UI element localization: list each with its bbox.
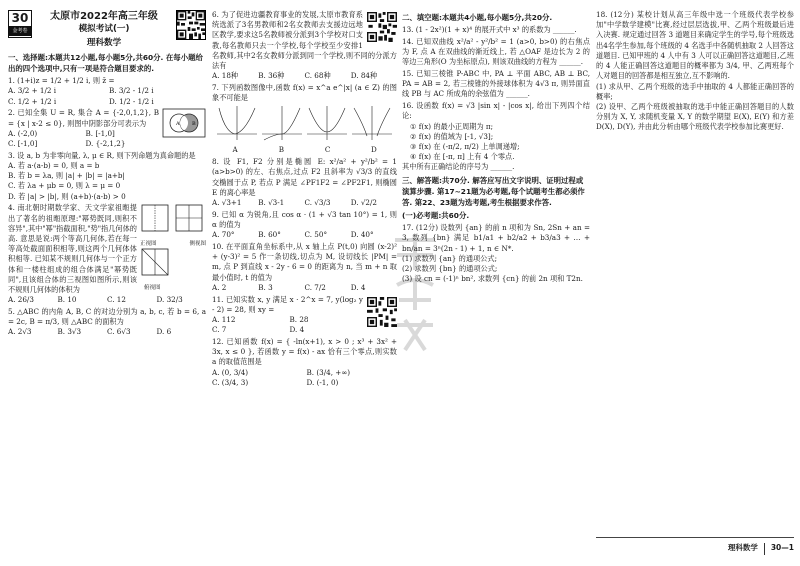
q12-option-a: A. (0, 3/4) xyxy=(212,367,249,377)
q10-option-c: C. 7/2 xyxy=(304,282,326,292)
q18-part-1: (1) 求从甲、乙两个班级的选手中抽取的 4 人都能正确回答的概率; xyxy=(596,81,794,101)
question-9-stem: 9. 已知 α 为锐角,且 cos α · (1 + √3 tan 10°) = 1, 则 α 的值为 xyxy=(212,209,397,229)
qr-code-icon[interactable] xyxy=(176,10,206,40)
question-5 xyxy=(8,307,206,338)
q9-option-d: D. 40° xyxy=(350,230,374,240)
q1-option-b: B. 3/2 - 1/2 i xyxy=(109,86,154,96)
q8-option-d: D. √2/2 xyxy=(350,198,377,208)
q5-option-b: B. 3√3 xyxy=(57,327,82,337)
q8-option-b: B. √3-1 xyxy=(258,198,285,208)
question-2 xyxy=(8,108,206,149)
question-6-stem: 6. 为了促进边疆教育事业的发展,太原市教育系统选派了3名男教师和2名女教师去支援边远地区教学,要求这5名教师被分派到3个学校对口支教,每名教师只去一个学校,每个学校至少安排1名教师,其中2名女教师分派到同一个学校,则不同的分派方法有 xyxy=(212,10,397,71)
q16-item-4: ④ f(x) 在 [-π, π] 上有 4 个零点. xyxy=(410,152,515,162)
q11-option-c: C. 7 xyxy=(212,325,227,335)
q10-option-a: A. 2 xyxy=(212,282,227,292)
question-10-stem: 10. 在平面直角坐标系中,从 x 轴上点 P(t,0) 向圆 (x-2)² + (y-3)² = 5 作一条切线,切点为 M, 设切线长 |PM| = m, 点 P 到直线 x - 2y - 6 = 0 的距离为 n, 当 m + n 取最小值时, t 的值为 xyxy=(212,241,397,282)
question-16-stem: 16. 设函数 f(x) = √3 |sin x| - |cos x|, 给出下列四个结论: xyxy=(402,101,590,121)
q7-option-d: D xyxy=(370,145,377,155)
q5-option-a: A. 2√3 xyxy=(8,327,32,337)
question-4 xyxy=(8,203,206,305)
q9-option-b: B. 60° xyxy=(258,230,281,240)
q17-part-2: (2) 求数列 {bn} 的通项公式; xyxy=(402,263,498,273)
question-4-stem: 4. 南北朝时期数学家、天文学家祖暅提出了著名的祖暅原理:"幂势既同,则积不容异",其中"幂"指截面积,"势"指几何体的高. 意思是说:两个等高几何体,若在每一等高处截面面积相等,则这两个几何体体积相等. 已知某不规则几何体与一个正方体和一楼柱组成的组合体满足"幂势既同",且该组合体的三视图如图所示,则该不规则几何体的体积为 xyxy=(8,203,137,295)
q12-option-c: C. (3/4, 3) xyxy=(212,377,249,387)
column-4 xyxy=(596,10,794,530)
page-footer xyxy=(596,537,794,559)
q2-option-a: A. (-2,0) xyxy=(8,128,38,138)
question-15: 15. 已知三棱锥 P-ABC 中, PA ⊥ 平面 ABC, AB ⊥ BC, PA = AB = 2, 若三棱锥的外接球体积为 4√3 π, 则异面直线 PB 与 AC 所成角的余弦值为 ______. xyxy=(402,68,590,99)
question-11 xyxy=(212,295,397,336)
q1-option-c: C. 1/2 + 1/2 i xyxy=(8,96,57,106)
q5-option-c: C. 6√3 xyxy=(107,327,131,337)
q1-option-d: D. 1/2 - 1/2 i xyxy=(109,96,154,106)
question-1-stem: 1. (1+i)z = 1/2 + 1/2 i, 则 z̄ = xyxy=(8,76,115,86)
q6-option-b: B. 36种 xyxy=(258,71,285,81)
badge-sub: 金考卷 xyxy=(9,26,31,36)
question-1 xyxy=(8,76,206,107)
q3-option-c: C. 若 λa + μb = 0, 则 λ = μ = 0 xyxy=(8,181,121,191)
q9-option-c: C. 50° xyxy=(304,230,328,240)
column-1 xyxy=(8,10,206,558)
svg-text:A: A xyxy=(176,121,180,128)
q17-part-1: (1) 求数列 {an} 的通项公式; xyxy=(402,253,498,263)
q8-option-a: A. √3+1 xyxy=(212,198,242,208)
section-3-heading: 三、解答题:共70分. 解答应写出文字说明、证明过程或演算步骤. 第17~21题为必考题,每个试题考生都必须作答. 第22、23题为选考题,考生根据要求作答. xyxy=(402,175,585,207)
q10-option-b: B. 3 xyxy=(258,282,273,292)
q6-option-a: A. 18种 xyxy=(212,71,239,81)
q3-option-d: D. 若 |a| > |b|, 则 (a+b)·(a-b) > 0 xyxy=(8,191,126,201)
question-8-stem: 8. 设 F1, F2 分别是椭圆 E: x²/a² + y²/b² = 1 (a>b>0) 的左、右焦点,过点 F2 且斜率为 √3/3 的直线交椭圆于点 P, 若点 P 满足 ∠PF1F2 = ∠PF2F1, 则椭圆 E 的离心率是 xyxy=(212,157,397,197)
q2-option-b: B. [-1,0] xyxy=(85,128,115,138)
q3-option-b: B. 若 b = λa, 则 |a| + |b| = |a+b| xyxy=(8,171,125,181)
badge-number: 30 xyxy=(11,11,29,25)
section-2-heading: 二、填空题:本题共4小题,每小题5分,共20分. xyxy=(402,13,553,22)
question-16 xyxy=(402,101,590,173)
question-11-stem: 11. 已知实数 x, y 满足 x · 2^x = 7, y(log₂ y - 2) = 28, 则 xy = xyxy=(212,294,363,314)
q17-part-3: (3) 设 cn = (-1)ⁿ bn², 求数列 {cn} 的前 2n 项和 T2n. xyxy=(402,274,583,284)
question-2-stem: 2. 已知全集 U = R, 集合 A = {-2,0,1,2}, B = {x | x-2 ≤ 0}, 则图中阴影部分可表示为 xyxy=(8,108,159,128)
q5-option-d: D. 6 xyxy=(156,327,172,337)
function-graphs-icon xyxy=(215,104,395,144)
footer-subject: 理科数学 xyxy=(727,543,758,553)
q2-option-d: D. {-2,1,2} xyxy=(85,139,126,149)
exam-header xyxy=(8,10,206,49)
question-10 xyxy=(212,242,397,293)
q6-option-d: D. 84种 xyxy=(350,71,378,81)
section-1-heading: 一、选择题:本题共12小题,每小题5分,共60分. 在每小题给出的四个选项中,只有一项是符合题目要求的. xyxy=(8,53,203,74)
q11-option-d: D. 4 xyxy=(289,325,305,335)
q3-option-a: A. 若 a·(a-b) = 0, 则 a = b xyxy=(8,160,100,170)
q7-option-b: B xyxy=(278,145,285,155)
q7-option-c: C xyxy=(324,145,331,155)
q16-item-1: ① f(x) 的最小正周期为 π; xyxy=(410,121,494,131)
q12-option-b: B. (3/4, +∞) xyxy=(306,367,351,377)
q16-tail: 其中所有正确结论的序号为 ______. xyxy=(402,162,515,172)
qr-code-icon[interactable] xyxy=(367,297,397,327)
question-9 xyxy=(212,210,397,241)
top-view-label: 俯视图 xyxy=(144,284,161,291)
venn-diagram-icon xyxy=(162,108,206,138)
side-view-label: 侧视图 xyxy=(189,240,206,247)
exam-titles xyxy=(37,10,171,49)
q8-option-c: C. √3/3 xyxy=(304,198,331,208)
question-3-stem: 3. 设 a, b 为非零向量, λ, μ ∈ R, 则下列命题为真命题的是 xyxy=(8,150,196,160)
section-3-subheading: (一)必考题:共60分. xyxy=(402,211,470,220)
q9-option-a: A. 70° xyxy=(212,230,235,240)
q11-option-a: A. 112 xyxy=(212,314,236,324)
footer-page-number: 30—1 xyxy=(770,543,794,553)
three-view-figure xyxy=(140,203,206,292)
svg-text:B: B xyxy=(192,121,196,128)
qr-code-icon[interactable] xyxy=(367,12,397,42)
q6-option-c: C. 68种 xyxy=(304,71,331,81)
q16-item-2: ② f(x) 的值域为 [-1, √3]; xyxy=(410,131,494,141)
column-2 xyxy=(212,10,397,558)
q4-option-c: C. 12 xyxy=(107,295,126,305)
question-12-stem: 12. 已知函数 f(x) = { -ln(x+1), x > 0 ; x³ + 3x² + 3x, x ≤ 0 }, 若函数 y = f(x) - ax 恰有三个零点,则实数 a 的取值范围是 xyxy=(212,336,397,367)
exam-subject: 理科数学 xyxy=(86,38,122,48)
question-17-stem: 17. (12分) 设数列 {an} 的前 n 项和为 Sn, 2Sn + an = 3, 数列 {bn} 满足 b1/a1 + b2/a2 + b3/a3 + … + bn/an = 3ⁿ(2n - 1) + 1, n ∈ N*. xyxy=(402,223,590,253)
q12-option-d: D. (-1, 0) xyxy=(306,377,339,387)
q11-option-b: B. 28 xyxy=(289,314,309,324)
q7-option-a: A xyxy=(232,145,238,155)
question-5-stem: 5. △ABC 的内角 A, B, C 的对边分别为 a, b, c, 若 b = 6, a = 2c, B = π/3, 则 △ABC 的面积为 xyxy=(8,307,206,327)
question-8 xyxy=(212,157,397,208)
q1-option-a: A. 3/2 + 1/2 i xyxy=(8,86,57,96)
question-18-stem: 18. (12分) 某校计划从高三年级中选一个班级代表学校参加"中学数学建模"比赛,经过层层选拔,甲、乙两个班级最后进入决赛. 规定通过回答 3 道题目来确定学生的学号,每个班级选出4名学生参加,每个班级的 4 名选手中各随机抽取 2 人回答这道题目. 已知甲班的 4 人中有 3 人可以正确回答这道题目,乙班的 4 人能正确回答这道题目的概率都为 3/4, 甲、乙两班每个人对题目的回答都是相互独立,互不影响的. xyxy=(596,10,794,81)
q18-part-2: (2) 设甲、乙两个班级被抽取的选手中能正确回答题目的人数分别为 X, Y, 求随机变量 X, Y 的数学期望 E(X), E(Y) 和方差 D(X), D(Y), 并由此分析由哪个班级代表学校参加比赛更好. xyxy=(596,101,794,132)
q4-option-a: A. 26/3 xyxy=(8,295,34,305)
footer-divider xyxy=(764,543,765,555)
q2-option-c: C. [-1,0] xyxy=(8,139,38,149)
exam-subtitle: 模拟考试(一) xyxy=(78,24,130,34)
q10-option-d: D. 4 xyxy=(350,282,366,292)
question-13: 13. (1 - 2x²)(1 + x)⁴ 的展开式中 x³ 的系数为 ______. xyxy=(402,25,577,35)
question-12 xyxy=(212,337,397,388)
question-14: 14. 已知双曲线 x²/a² - y²/b² = 1 (a>0, b>0) 的右焦点为 F, 点 A 在双曲线的渐近线上, 若 △OAF 是边长为 2 的等边三角形(O 为坐标原点), 则该双曲线的方程为 ______. xyxy=(402,36,590,67)
q4-option-b: B. 10 xyxy=(57,295,77,305)
q16-item-3: ③ f(x) 在 (-π/2, π/2) 上单调递增; xyxy=(410,142,520,152)
question-6 xyxy=(212,10,397,82)
exam-badge xyxy=(8,10,32,38)
question-17 xyxy=(402,223,590,284)
question-7-stem: 7. 下列函数图像中,函数 f(x) = x^a e^|x| (a ∈ Z) 的图象不可能是 xyxy=(212,83,397,103)
column-3 xyxy=(402,10,590,558)
front-view-label: 正视图 xyxy=(140,240,157,247)
question-7 xyxy=(212,83,397,156)
q4-option-d: D. 32/3 xyxy=(156,295,183,305)
question-3 xyxy=(8,151,206,202)
exam-title: 太原市2022年高三年级 xyxy=(50,11,158,22)
question-18 xyxy=(596,10,794,133)
